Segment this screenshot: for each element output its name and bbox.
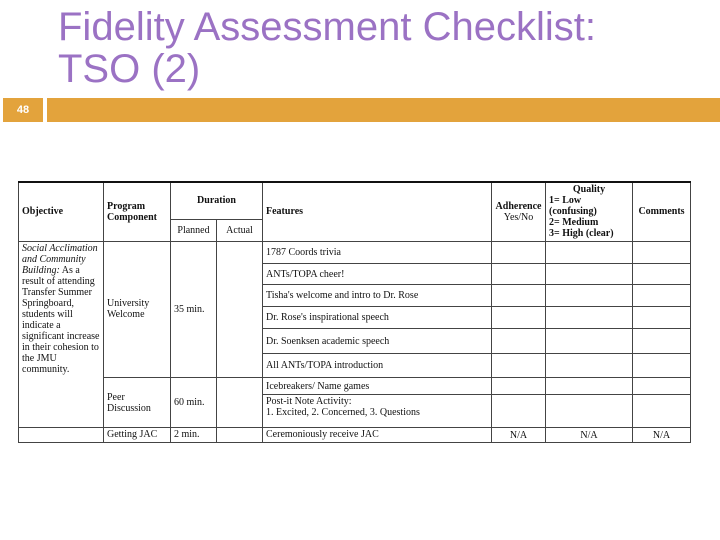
header-program-component-line-1: Program bbox=[107, 200, 146, 212]
feature-row: Tisha's welcome and intro to Dr. Rose bbox=[263, 284, 492, 306]
header-duration: Duration bbox=[171, 182, 263, 219]
header-comments: Comments bbox=[633, 182, 691, 241]
feature-row-post-it bbox=[263, 395, 492, 428]
slide-title-line-1: Fidelity Assessment Checklist: bbox=[58, 5, 596, 49]
header-objective: Objective bbox=[19, 182, 104, 241]
objective-cell bbox=[19, 241, 104, 428]
comments-cell bbox=[633, 284, 691, 306]
quality-na: N/A bbox=[546, 428, 633, 443]
objective-text: As a result of attending Transfer Summer Springboard, students will indicate a significant increase in their cohesion to the JMU community. bbox=[22, 264, 100, 375]
feature-post-it-line-1: Post-it Note Activity: bbox=[266, 396, 352, 408]
objective-cell-empty bbox=[19, 428, 104, 443]
slide-number: 48 bbox=[3, 98, 43, 122]
component-university-welcome bbox=[104, 241, 171, 377]
header-quality bbox=[546, 182, 633, 241]
comments-cell bbox=[633, 354, 691, 378]
comments-cell bbox=[633, 395, 691, 428]
header-features: Features bbox=[263, 182, 492, 241]
comments-cell bbox=[633, 241, 691, 264]
component-peer-discussion-line-2: Discussion bbox=[107, 402, 151, 414]
adherence-cell bbox=[492, 354, 546, 378]
planned-getting-jac: 2 min. bbox=[171, 428, 217, 443]
feature-row: Dr. Soenksen academic speech bbox=[263, 329, 492, 354]
slide-title bbox=[58, 6, 698, 90]
adherence-cell bbox=[492, 241, 546, 264]
actual-getting-jac bbox=[217, 428, 263, 443]
quality-cell bbox=[546, 306, 633, 329]
comments-cell bbox=[633, 306, 691, 329]
quality-cell bbox=[546, 329, 633, 354]
adherence-cell bbox=[492, 395, 546, 428]
slide-title-line-2: TSO (2) bbox=[58, 47, 201, 91]
fidelity-checklist-table bbox=[18, 181, 691, 443]
comments-cell bbox=[633, 264, 691, 285]
adherence-cell bbox=[492, 306, 546, 329]
comments-na: N/A bbox=[633, 428, 691, 443]
header-adherence bbox=[492, 182, 546, 241]
header-actual: Actual bbox=[217, 219, 263, 241]
feature-row: Ceremoniously receive JAC bbox=[263, 428, 492, 443]
header-quality-2: 2= Medium bbox=[549, 217, 599, 229]
quality-cell bbox=[546, 241, 633, 264]
header-adherence-label: Adherence bbox=[495, 200, 542, 212]
component-peer-discussion-line-1: Peer bbox=[107, 391, 125, 403]
adherence-na: N/A bbox=[492, 428, 546, 443]
quality-cell bbox=[546, 354, 633, 378]
adherence-cell bbox=[492, 377, 546, 395]
quality-cell bbox=[546, 284, 633, 306]
component-getting-jac: Getting JAC bbox=[104, 428, 171, 443]
quality-cell bbox=[546, 377, 633, 395]
feature-row: All ANTs/TOPA introduction bbox=[263, 354, 492, 378]
header-planned: Planned bbox=[171, 219, 217, 241]
component-university-welcome-line-2: Welcome bbox=[107, 309, 145, 321]
actual-university-welcome bbox=[217, 241, 263, 377]
header-quality-label: Quality bbox=[572, 184, 606, 196]
adherence-cell bbox=[492, 329, 546, 354]
feature-row: Icebreakers/ Name games bbox=[263, 377, 492, 395]
component-university-welcome-line-1: University bbox=[107, 298, 150, 310]
header-adherence-sub: Yes/No bbox=[503, 211, 534, 223]
feature-row: ANTs/TOPA cheer! bbox=[263, 264, 492, 285]
actual-peer-discussion bbox=[217, 377, 263, 428]
header-program-component-line-2: Component bbox=[107, 211, 158, 223]
title-accent-bar bbox=[47, 98, 720, 122]
planned-peer-discussion: 60 min. bbox=[171, 377, 217, 428]
header-quality-1: 1= Low (confusing) bbox=[549, 195, 597, 218]
header-program-component bbox=[104, 182, 171, 241]
adherence-cell bbox=[492, 264, 546, 285]
component-peer-discussion bbox=[104, 377, 171, 428]
planned-university-welcome: 35 min. bbox=[171, 241, 217, 377]
quality-cell bbox=[546, 395, 633, 428]
quality-cell bbox=[546, 264, 633, 285]
comments-cell bbox=[633, 377, 691, 395]
feature-row: Dr. Rose's inspirational speech bbox=[263, 306, 492, 329]
feature-post-it-line-2: 1. Excited, 2. Concerned, 3. Questions bbox=[266, 407, 420, 419]
adherence-cell bbox=[492, 284, 546, 306]
header-quality-3: 3= High (clear) bbox=[549, 228, 614, 240]
comments-cell bbox=[633, 329, 691, 354]
objective-heading: Social Acclimation and Community Building: bbox=[22, 242, 98, 276]
feature-row: 1787 Coords trivia bbox=[263, 241, 492, 264]
